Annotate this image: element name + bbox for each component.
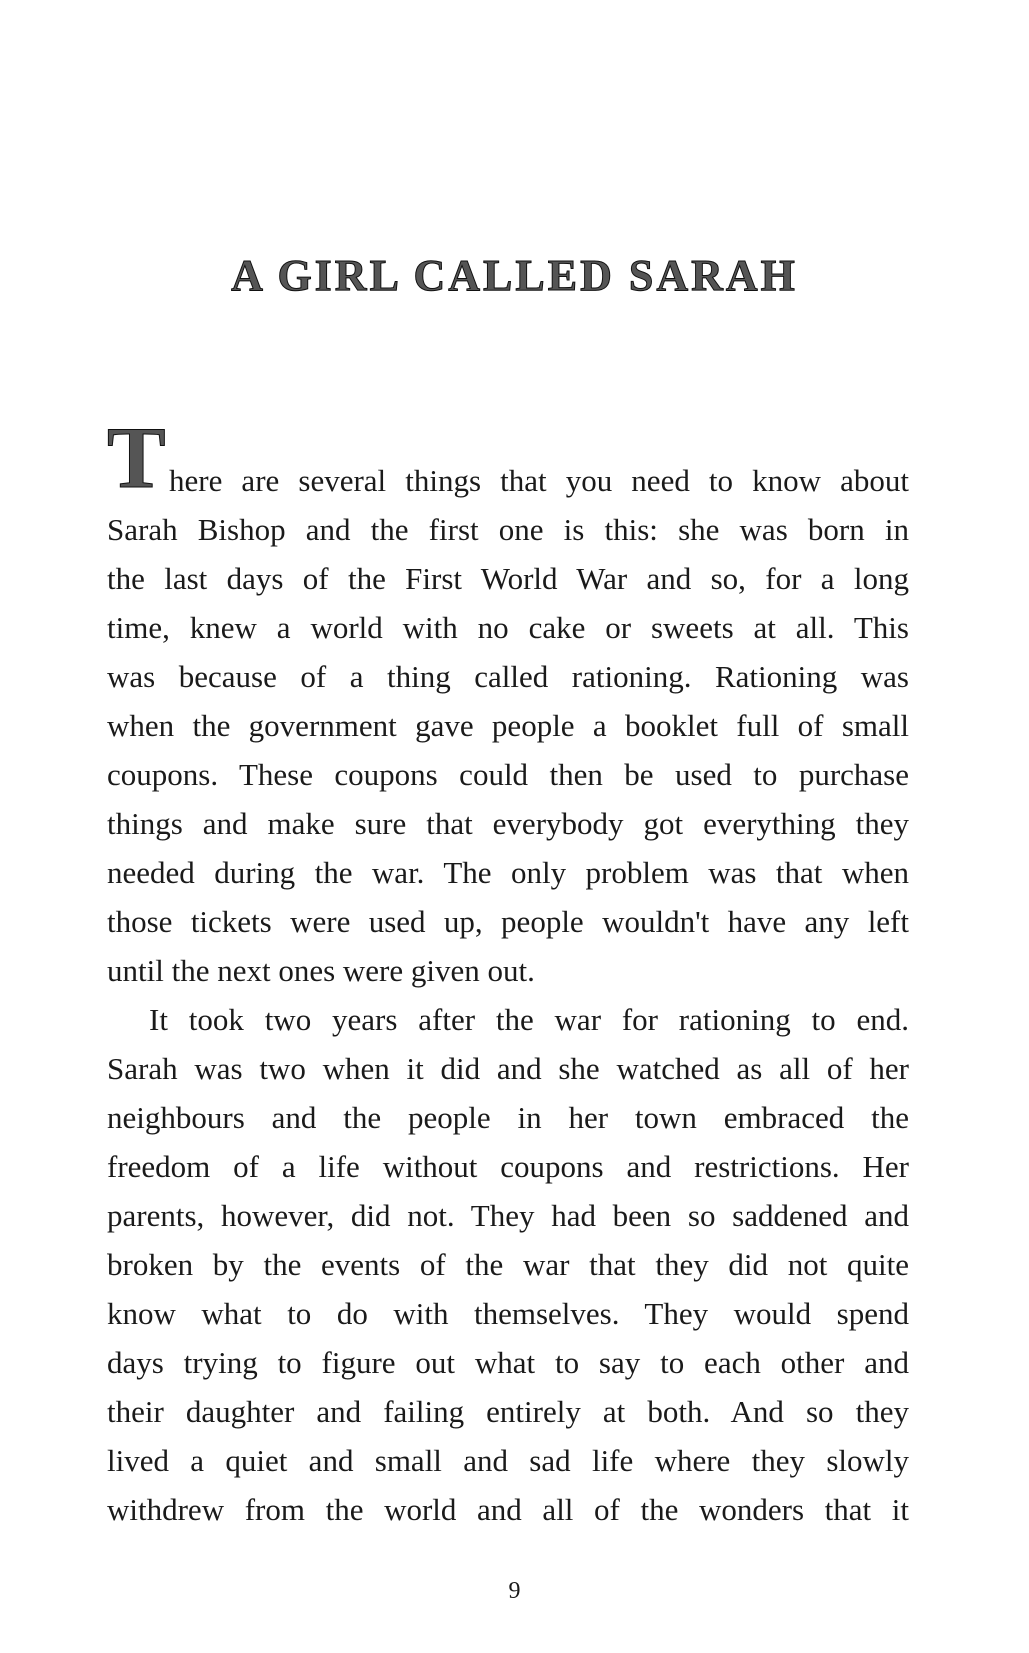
drop-cap: T xyxy=(107,410,166,507)
text-line: neighbours and the people in her town embraced the xyxy=(107,1100,909,1135)
chapter-title: A GIRL CALLED SARAH xyxy=(231,251,798,300)
text-line: parents, however, did not. They had been so saddened and xyxy=(107,1198,909,1233)
text-line: the last days of the First World War and so, for a long xyxy=(107,561,909,596)
text-line: until the next ones were given out. xyxy=(107,953,535,988)
text-line: freedom of a life without coupons and restrictions. Her xyxy=(107,1149,909,1184)
text-line: time, knew a world with no cake or sweets at all. This xyxy=(107,610,909,645)
text-line: needed during the war. The only problem was that when xyxy=(107,855,909,890)
page-number: 9 xyxy=(508,1578,521,1604)
text-line: days trying to figure out what to say to each other and xyxy=(107,1345,909,1380)
body-text xyxy=(107,456,909,1534)
text-line: when the government gave people a booklet full of small xyxy=(107,708,909,743)
text-line: Sarah was two when it did and she watched as all of her xyxy=(107,1051,909,1086)
text-line: withdrew from the world and all of the wonders that it xyxy=(107,1492,909,1527)
text-line: was because of a thing called rationing. Rationing was xyxy=(107,659,909,694)
text-line: things and make sure that everybody got everything they xyxy=(107,806,909,841)
text-line: lived a quiet and small and sad life where they slowly xyxy=(107,1443,909,1478)
text-line: broken by the events of the war that they did not quite xyxy=(107,1247,909,1282)
text-line: coupons. These coupons could then be used to purchase xyxy=(107,757,909,792)
text-line: their daughter and failing entirely at both. And so they xyxy=(107,1394,909,1429)
text-line: Sarah Bishop and the first one is this: she was born in xyxy=(107,512,909,547)
text-line: here are several things that you need to know about xyxy=(169,463,909,498)
text-line: It took two years after the war for rationing to end. xyxy=(149,1002,909,1037)
text-line: know what to do with themselves. They would spend xyxy=(107,1296,909,1331)
text-line: those tickets were used up, people wouldn't have any left xyxy=(107,904,909,939)
